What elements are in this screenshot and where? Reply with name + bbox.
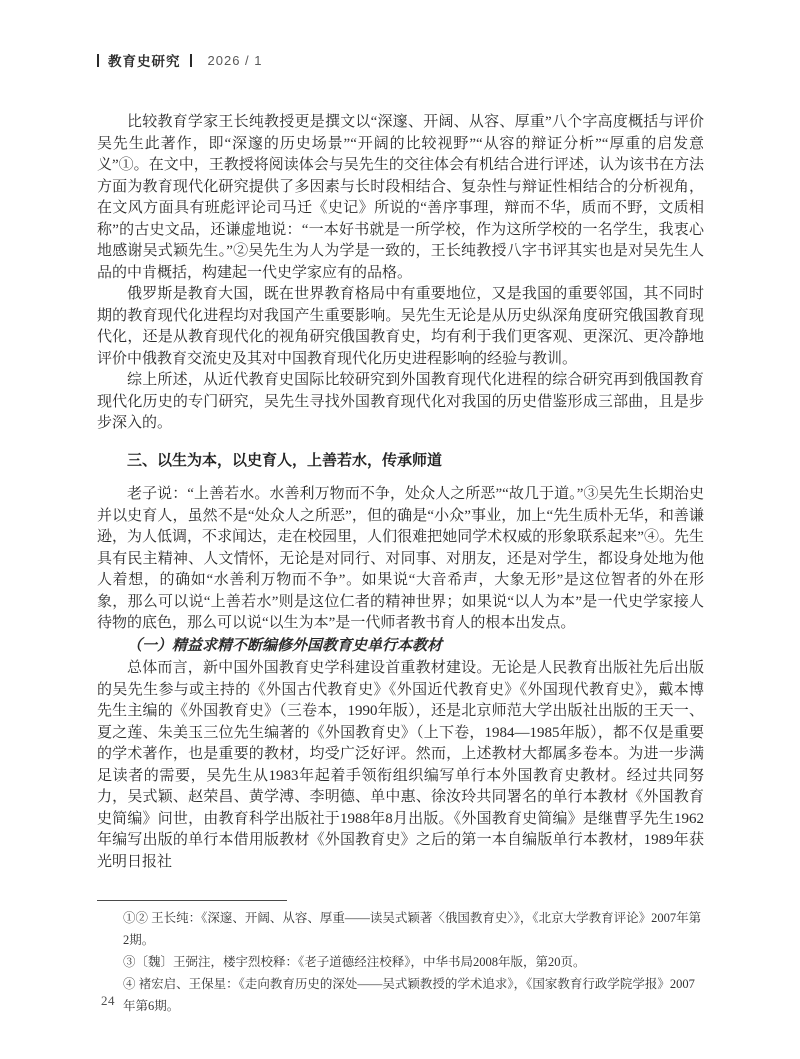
body-paragraph: 比较教育学家王长纯教授更是撰文以“深邃、开阔、从容、厚重”八个字高度概括与评价吴先生此著作，即“深邃的历史场景”“开阔的比较视野”“从容的辩证分析”“厚重的启发意义”①。在文中，王教授将阅读体会与吴先生的交往体会有机结合进行评述，认为该书在方法方面为教育现代化研究提供了多因素与长时段相结合、复杂性与辩证性相结合的分析视角，在文风方面具有班彪评论司马迁《史记》所说的“善序事理，辩而不华，质而不野，文质相称”的古史文品，还谦虚地说：“一本好书就是一所学校，作为这所学校的一名学生，我衷心地感谢吴式颖先生。”②吴先生为人为学是一致的，王长纯教授八字书评其实也是对吴先生人品的中肯概括，构建起一代史学家应有的品格。 bbox=[97, 114, 704, 281]
running-head bbox=[97, 52, 263, 68]
body-paragraph: 老子说：“上善若水。水善利万物而不争，处众人之所恶”“故几于道。”③吴先生长期治史并以史育人，虽然不是“处众人之所恶”，但的确是“小众”事业，加上“先生质朴无华，和善谦逊，为人低调，不求闻达，走在校园里，人们很难把她同学术权威的形象联系起来”④。先生具有民主精神、人文情怀，无论是对同行、对同事、对朋友，还是对学生，都设身处地为他人着想，的确如“水善利万物而不争”。如果说“大音希声，大象无形”是这位智者的外在形象，那么可以说“上善若水”则是这位仁者的精神世界；如果说“以人为本”是一代史学家接人待物的底色，那么可以说“以生为本”是一代师者教书育人的根本出发点。 bbox=[97, 486, 704, 631]
footnote-separator-rule bbox=[97, 900, 287, 901]
page-number: 24 bbox=[101, 993, 115, 1008]
article-body bbox=[97, 112, 704, 873]
subsection-heading: （一）精益求精不断编修外国教育史单行本教材 bbox=[127, 637, 443, 654]
footnote: ③〔魏〕王弼注，楼宇烈校释：《老子道德经注校释》，中华书局2008年版，第20页。 bbox=[123, 955, 586, 969]
section-heading: 三、以生为本，以史育人，上善若水，传承师道 bbox=[127, 451, 443, 469]
footnotes-block bbox=[97, 900, 707, 1017]
vertical-bar-icon bbox=[97, 54, 99, 67]
body-paragraph: 俄罗斯是教育大国，既在世界教育格局中有重要地位，又是我国的重要邻国，其不同时期的教育现代化进程均对我国产生重要影响。吴先生无论是从历史纵深角度研究俄国教育现代化，还是从教育现代化的视角研究俄国教育史，均有利于我们更客观、更深沉、更冷静地评价中俄教育交流史及其对中国教育现代化历史进程影响的经验与教训。 bbox=[97, 286, 704, 367]
body-paragraph: 总体而言，新中国外国教育史学科建设首重教材建设。无论是人民教育出版社先后出版的吴先生参与或主持的《外国古代教育史》《外国近代教育史》《外国现代教育史》，戴本博先生主编的《外国教育史》（三卷本，1990年版），还是北京师范大学出版社出版的王天一、夏之莲、朱美玉三位先生编著的《外国教育史》（上下卷，1984—1985年版），都不仅是重要的学术著作，也是重要的教材，均受广泛好评。然而，上述教材大都属多卷本。为进一步满足读者的需要，吴先生从1983年起着手领衔组织编写单行本外国教育史教材。经过共同努力，吴式颖、赵荣昌、黄学溥、李明德、单中惠、徐汝玲共同署名的单行本教材《外国教育史简编》问世，由教育科学出版社于1988年8月出版。《外国教育史简编》是继曹孚先生1962年编写出版的单行本借用版教材《外国教育史》之后的第一本自编版单行本教材，1989年获光明日报社 bbox=[97, 660, 704, 870]
body-paragraph: 综上所述，从近代教育史国际比较研究到外国教育现代化进程的综合研究再到俄国教育现代化历史的专门研究，吴先生寻找外国教育现代化对我国的历史借鉴形成三部曲，且是步步深入的。 bbox=[97, 372, 704, 431]
footnote: ④ 褚宏启、王保星：《走向教育历史的深处——吴式颖教授的学术追求》，《国家教育行政学院学报》2007年第6期。 bbox=[123, 977, 695, 1013]
vertical-bar-icon bbox=[190, 54, 192, 67]
footnote: ①② 王长纯：《深邃、开阔、从容、厚重——读吴式颖著〈俄国教育史〉》，《北京大学教育评论》2007年第2期。 bbox=[123, 911, 702, 947]
journal-title: 教育史研究 bbox=[108, 54, 181, 69]
issue-number: 2026 / 1 bbox=[207, 52, 263, 68]
